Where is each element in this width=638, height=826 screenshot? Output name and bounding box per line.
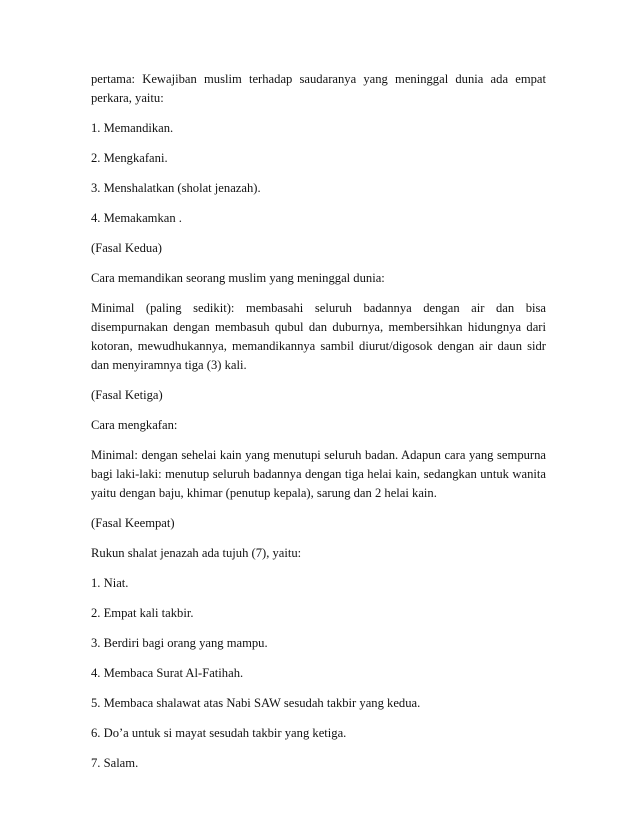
section-heading-ketiga: (Fasal Ketiga) bbox=[91, 388, 163, 402]
list-item: 4. Membaca Surat Al-Fatihah. bbox=[91, 666, 244, 680]
intro-paragraph: pertama: Kewajiban muslim terhadap saudaranya yang meninggal dunia ada empat perkara, yaitu: bbox=[91, 72, 546, 105]
list-item: 5. Membaca shalawat atas Nabi SAW sesudah takbir yang kedua. bbox=[91, 696, 421, 710]
list-item: 3. Menshalatkan (sholat jenazah). bbox=[91, 181, 261, 195]
section-intro: Rukun shalat jenazah ada tujuh (7), yaitu: bbox=[91, 546, 302, 560]
section-heading-kedua: (Fasal Kedua) bbox=[91, 241, 162, 255]
section-intro: Cara memandikan seorang muslim yang meninggal dunia: bbox=[91, 271, 385, 285]
list-item: 1. Memandikan. bbox=[91, 121, 174, 135]
body-paragraph: Minimal (paling sedikit): membasahi seluruh badannya dengan air dan bisa disempurnakan dengan membasuh qubul dan duburnya, membersihkan hidungnya dari kotoran, mewudhukannya, memandikannya sambil diurut/digosok dengan air daun sidr dan menyiramnya tiga (3) kali. bbox=[91, 301, 546, 372]
list-item: 4. Memakamkan . bbox=[91, 211, 182, 225]
section-heading-keempat: (Fasal Keempat) bbox=[91, 516, 175, 530]
document-body bbox=[91, 70, 546, 784]
list-item: 3. Berdiri bagi orang yang mampu. bbox=[91, 636, 268, 650]
list-item: 2. Empat kali takbir. bbox=[91, 606, 194, 620]
section-intro: Cara mengkafan: bbox=[91, 418, 178, 432]
list-item: 7. Salam. bbox=[91, 756, 139, 770]
list-item: 2. Mengkafani. bbox=[91, 151, 168, 165]
list-item: 6. Do’a untuk si mayat sesudah takbir yang ketiga. bbox=[91, 726, 347, 740]
body-paragraph: Minimal: dengan sehelai kain yang menutupi seluruh badan. Adapun cara yang sempurna bagi laki-laki: menutup seluruh badannya dengan tiga helai kain, sedangkan untuk wanita yaitu dengan baju, khimar (penutup kepala), sarung dan 2 helai kain. bbox=[91, 448, 546, 500]
list-item: 1. Niat. bbox=[91, 576, 129, 590]
